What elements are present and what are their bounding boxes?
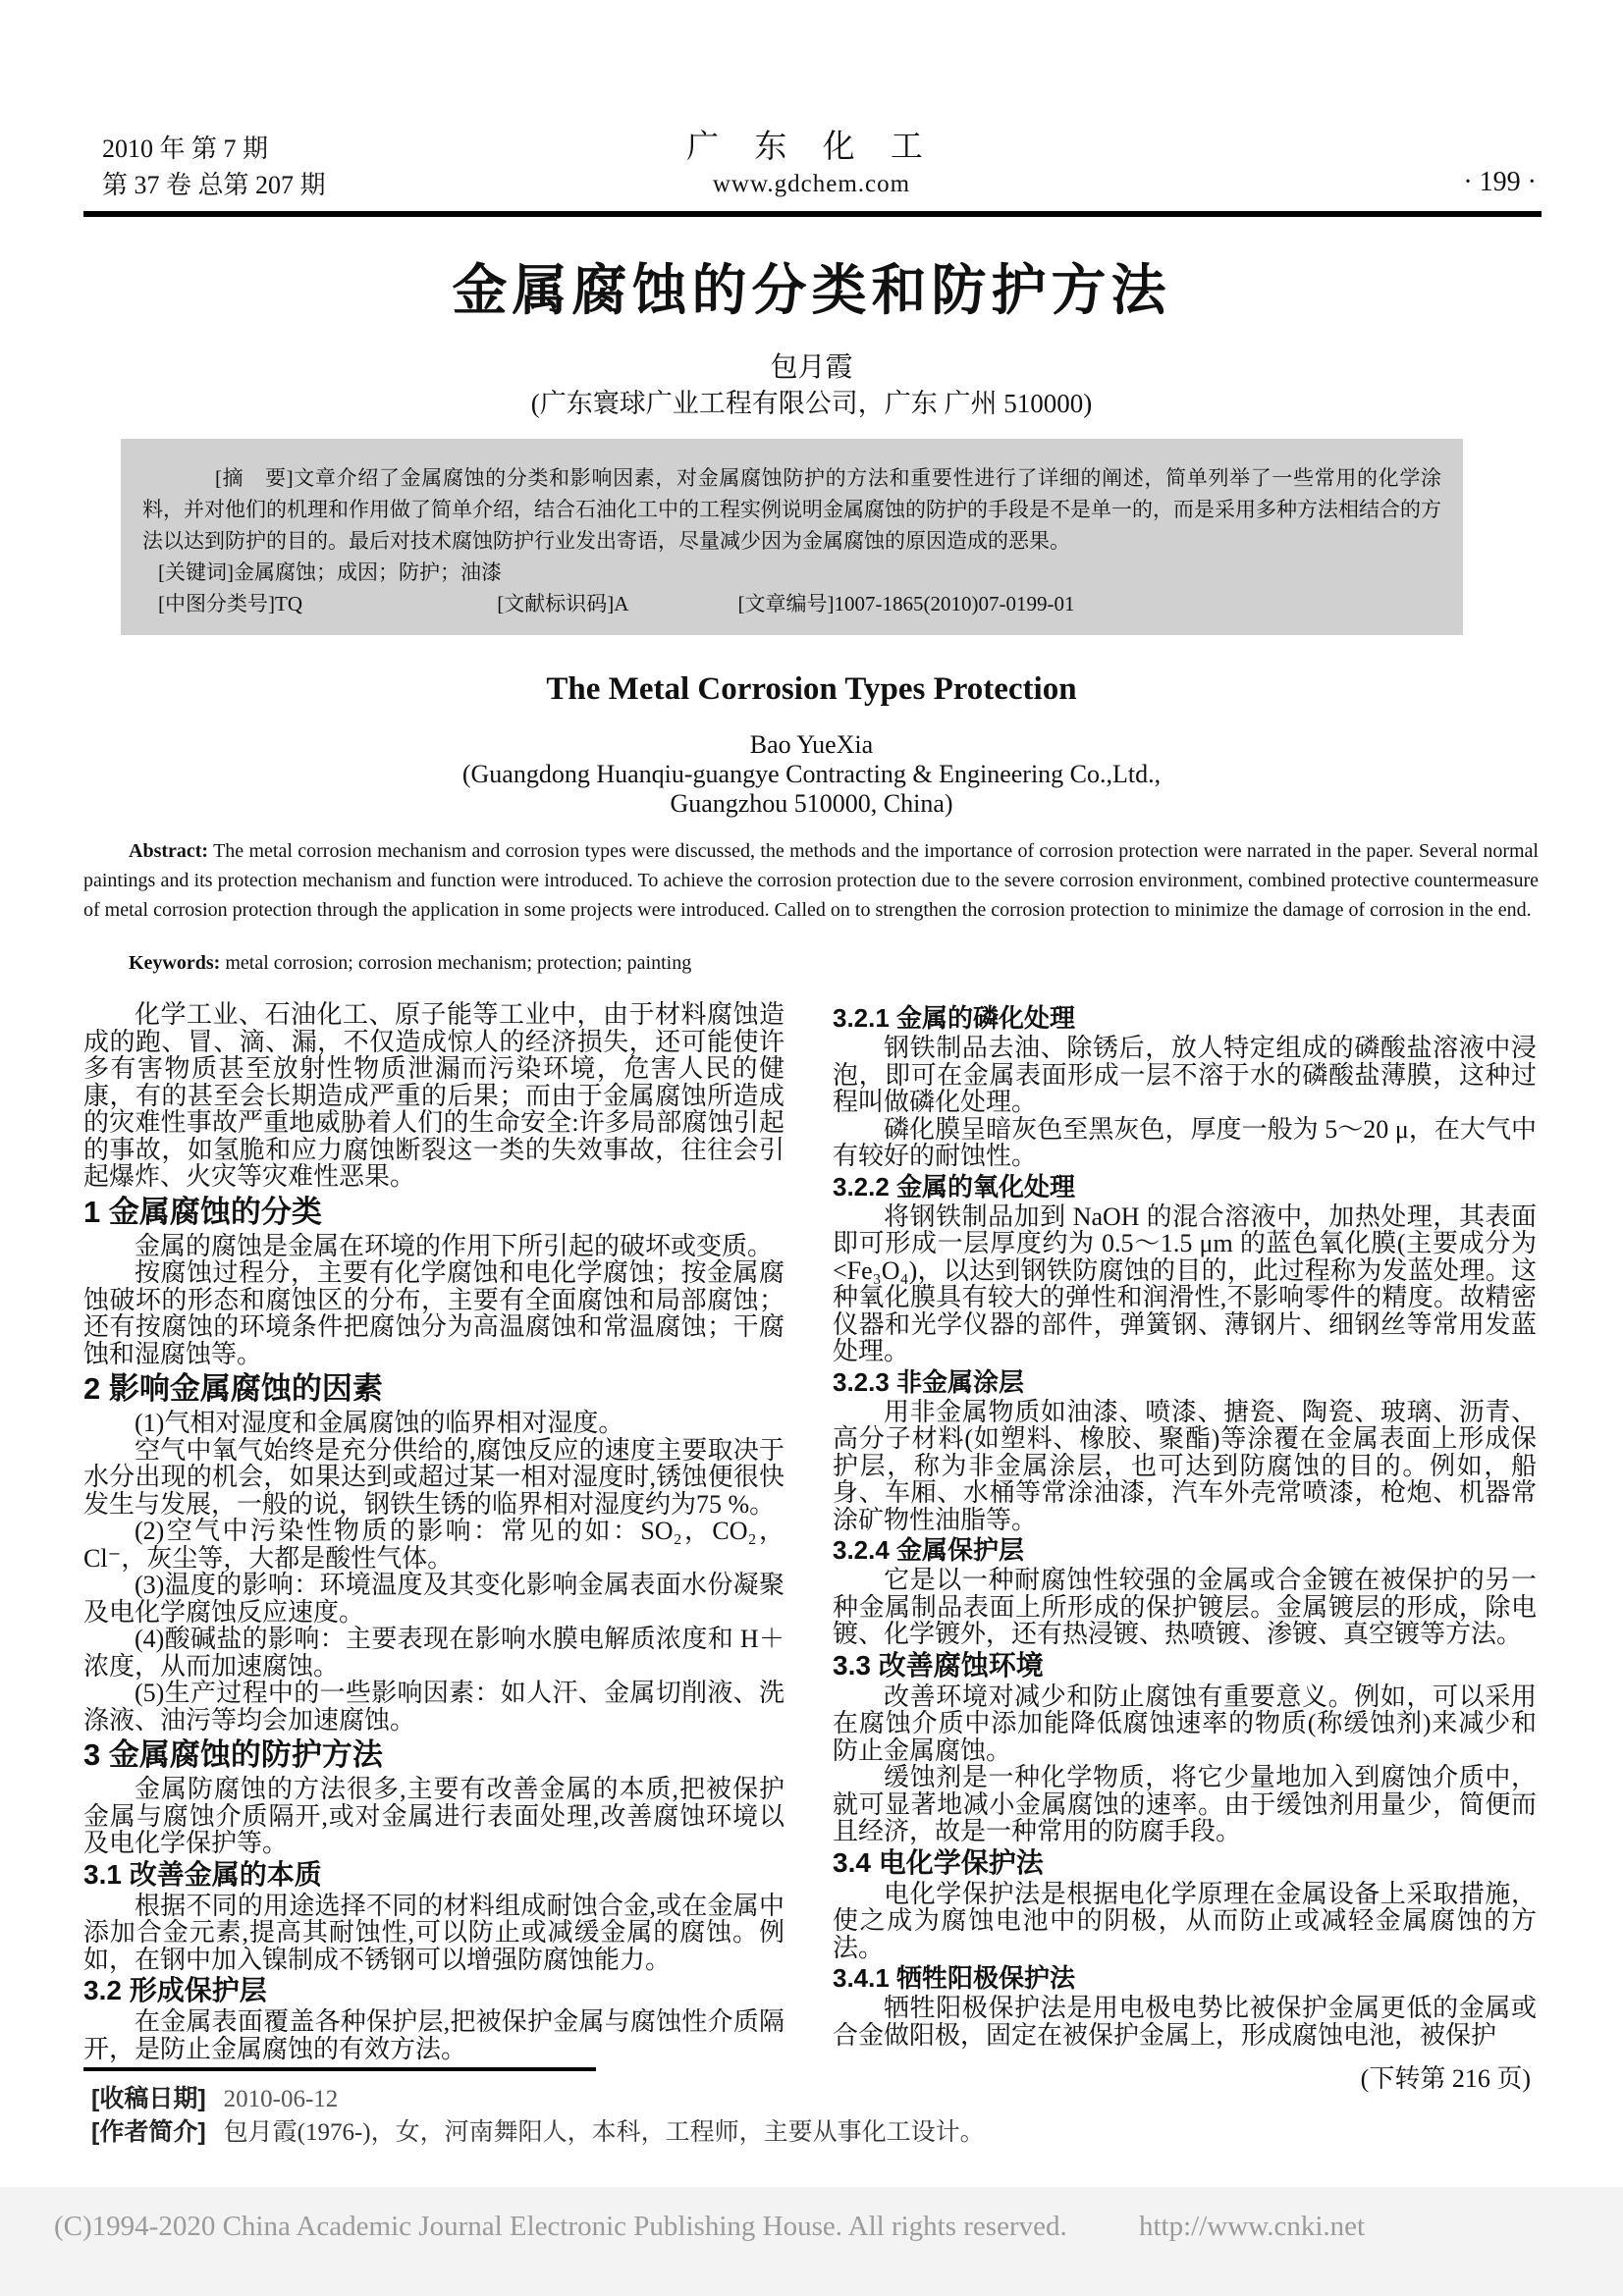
page-number: · 199 ·	[1463, 167, 1537, 197]
received-date-label: [收稿日期]	[91, 2085, 206, 2112]
body-paragraph: 电化学保护法是根据电化学原理在金属设备上采取措施，使之成为腐蚀电池中的阴极，从而防止或减轻金属腐蚀的方法。	[833, 1879, 1537, 1962]
body-paragraph: 缓蚀剂是一种化学物质，将它少量地加入到腐蚀介质中，就可显著地减小金属腐蚀的速率。由于缓蚀剂用量少，简便而且经济，故是一种常用的防腐手段。	[833, 1763, 1537, 1845]
right-column-blocks	[833, 1002, 1537, 2049]
body-paragraph: 改善环境对减少和防止腐蚀有重要意义。例如，可以采用在腐蚀介质中添加能降低腐蚀速率的物质(称缓蚀剂)来减少和防止金属腐蚀。	[833, 1682, 1537, 1765]
received-date-value: 2010-06-12	[223, 2086, 339, 2112]
article-id: [文章编号]1007-1865(2010)07-0199-01	[737, 592, 1075, 615]
body-paragraph: (1)气相对湿度和金属腐蚀的临界相对湿度。	[135, 1409, 624, 1437]
clc-number: [中图分类号]TQ	[158, 592, 302, 615]
article-author: 包月霞	[770, 352, 853, 383]
copyright-notice: (C)1994-2020 China Academic Journal Electronic Publishing House. All rights reserved.	[54, 2211, 1067, 2242]
section-heading: 3 金属腐蚀的防护方法	[83, 1737, 383, 1772]
author-bio-label: [作者简介]	[91, 2118, 206, 2146]
body-paragraph: 它是以一种耐腐蚀性较强的金属或合金镀在被保护的另一种金属制品表面上所形成的保护镀层。金属镀层的形成，除电镀、化学镀外，还有热浸镀、热喷镀、渗镀、真空镀等方法。	[833, 1566, 1537, 1648]
body-paragraph: 磷化膜呈暗灰色至黑灰色，厚度一般为 5～20 μ，在大气中有较好的耐蚀性。	[833, 1114, 1537, 1170]
section-heading: 3.2.4 金属保护层	[833, 1535, 1025, 1565]
body-paragraph: 将钢铁制品加到 NaOH 的混合溶液中，加热处理，其表面即可形成一层厚度约为 0.5～1.5 μm 的蓝色氧化膜(主要成分为<Fe₃O₄)，以达到钢铁防腐蚀的目的，此过程称为发蓝处理。这种氧化膜具有较大的弹性和润滑性,不影响零件的精度。故精密仪器和光学仪器的部件，弹簧钢、薄钢片、细钢丝等常用发蓝处理。	[833, 1201, 1537, 1365]
section-heading: 3.1 改善金属的本质	[83, 1858, 322, 1890]
received-date-line	[91, 2079, 338, 2114]
english-affiliation-line1: (Guangdong Huanqiu-guangye Contracting & Engineering Co.,Ltd.,	[461, 760, 1162, 788]
section-heading: 3.4.1 牺牲阳极保护法	[833, 1963, 1076, 1993]
section-heading: 3.2 形成保护层	[83, 1975, 267, 2005]
body-paragraph: 根据不同的用途选择不同的材料组成耐蚀合金,或在金属中添加合金元素,提高其耐蚀性,可以防止或减缓金属的腐蚀。例如，在钢中加入镍制成不锈钢可以增强防腐蚀能力。	[83, 1891, 784, 1974]
abstract-box	[121, 439, 1463, 635]
article-meta	[158, 588, 1441, 619]
keywords-text: metal corrosion; corrosion mechanism; protection; painting	[220, 952, 692, 974]
section-heading: 2 影响金属腐蚀的因素	[83, 1371, 383, 1406]
section-heading: 3.4 电化学保护法	[833, 1846, 1044, 1878]
header-rule	[83, 211, 1542, 217]
body-paragraph: (4)酸碱盐的影响：主要表现在影响水膜电解质浓度和 H＋浓度，从而加速腐蚀。	[83, 1625, 784, 1681]
body-paragraph: 金属的腐蚀是金属在环境的作用下所引起的破坏或变质。	[135, 1231, 774, 1260]
english-affiliation	[0, 760, 1623, 819]
keywords-label: Keywords:	[129, 952, 221, 974]
body-paragraph: 空气中氧气始终是充分供给的,腐蚀反应的速度主要取决于水分出现的机会，如果达到或超过某一相对湿度时,锈蚀便很快发生与发展，一般的说，钢铁生锈的临界相对湿度约为75 %。	[83, 1435, 784, 1519]
section-heading: 3.3 改善腐蚀环境	[833, 1649, 1044, 1681]
article-affiliation: (广东寰球广业工程有限公司，广东 广州 510000)	[530, 389, 1093, 418]
document-code: [文献标识码]A	[497, 592, 629, 615]
cnki-url: http://www.cnki.net	[1139, 2211, 1366, 2242]
issue-line2: 第 37 卷 总第 207 期	[102, 171, 326, 199]
body-paragraph: 牺牲阳极保护法是用电极电势比被保护金属更低的金属或合金做阳极，固定在被保护金属上，形成腐蚀电池，被保护	[833, 1994, 1537, 2050]
footnote-rule	[83, 2067, 596, 2071]
english-keywords	[83, 952, 1539, 975]
body-paragraph: 化学工业、石油化工、原子能等工业中，由于材料腐蚀造成的跑、冒、滴、漏，不仅造成惊人的经济损失，还可能使许多有害物质甚至放射性物质泄漏而污染环境，危害人民的健康，有的甚至会长期造成严重的后果；而由于金属腐蚀所造成的灾难性事故严重地威胁着人们的生命安全:许多局部腐蚀引起的事故，如氢脆和应力腐蚀断裂这一类的失效事故，往往会引起爆炸、火灾等灾难性恶果。	[83, 1000, 784, 1191]
body-paragraph: 用非金属物质如油漆、喷漆、搪瓷、陶瓷、玻璃、沥青、高分子材料(如塑料、橡胶、聚酯)等涂覆在金属表面上形成保护层，称为非金属涂层，也可达到防腐蚀的目的。例如，船身、车厢、水桶等常涂油漆，汽车外壳常喷漆，枪炮、机器常涂矿物性油脂等。	[833, 1397, 1537, 1534]
section-heading: 1 金属腐蚀的分类	[83, 1194, 322, 1229]
right-column	[833, 1001, 1537, 2095]
body-paragraph: 钢铁制品去油、除锈后，放人特定组成的磷酸盐溶液中浸泡，即可在金属表面形成一层不溶于水的磷酸盐薄膜，这种过程叫做磷化处理。	[833, 1034, 1537, 1116]
english-affiliation-line2: Guangzhou 510000, China)	[670, 789, 953, 818]
author-bio-line	[91, 2112, 985, 2148]
chinese-abstract: [摘 要]文章介绍了金属腐蚀的分类和影响因素，对金属腐蚀防护的方法和重要性进行了详细的阐述，简单列举了一些常用的化学涂料，并对他们的机理和作用做了简单介绍，结合石油化工中的工程实例说明金属腐蚀的防护的手段是不是单一的，而是采用多种方法相结合的方法以达到防护的目的。最后对技术腐蚀防护行业发出寄语，尽量减少因为金属腐蚀的原因造成的恶果。	[142, 466, 1441, 553]
english-author: Bao YueXia	[749, 730, 874, 759]
english-abstract	[83, 836, 1539, 925]
journal-name: 广 东 化 工	[686, 130, 937, 165]
english-title: The Metal Corrosion Types Protection	[546, 671, 1077, 707]
chinese-keywords: [关键词]金属腐蚀；成因；防护；油漆	[158, 561, 502, 584]
body-paragraph: (2)空气中污染性物质的影响：常见的如：SO₂，CO₂，Cl⁻，灰尘等，大都是酸性气体。	[83, 1517, 784, 1573]
body-paragraph: 金属防腐蚀的方法很多,主要有改善金属的本质,把被保护金属与腐蚀介质隔开,或对金属进行表面处理,改善腐蚀环境以及电化学保护等。	[83, 1775, 784, 1857]
section-heading: 3.2.1 金属的磷化处理	[833, 1003, 1076, 1033]
body-paragraph: (3)温度的影响：环境温度及其变化影响金属表面水份凝聚及电化学腐蚀反应速度。	[83, 1571, 784, 1627]
article-title: 金属腐蚀的分类和防护方法	[452, 259, 1171, 321]
issue-line1: 2010 年 第 7 期	[102, 134, 269, 163]
author-bio-value: 包月霞(1976-)，女，河南舞阳人，本科，工程师，主要从事化工设计。	[223, 2119, 985, 2146]
journal-url: www.gdchem.com	[712, 171, 911, 197]
section-heading: 3.2.3 非金属涂层	[833, 1366, 1025, 1397]
body-paragraph: 在金属表面覆盖各种保护层,把被保护金属与腐蚀性介质隔开，是防止金属腐蚀的有效方法。	[83, 2007, 784, 2063]
journal-masthead	[0, 128, 1623, 202]
abstract-text: The metal corrosion mechanism and corrosion types were discussed, the methods and the importance of corrosion protection were narrated in the paper. Several normal paintings and its protection mechanism and function were introduced. To achieve the corrosion protection due to the severe corrosion environment, combined protective countermeasure of metal corrosion protection through the application in some projects were introduced. Called on to strengthen the corrosion protection to minimize the damage of corrosion in the end.	[83, 840, 1539, 921]
left-column	[83, 1001, 784, 2062]
section-heading: 3.2.2 金属的氧化处理	[833, 1171, 1076, 1201]
body-paragraph: 按腐蚀过程分，主要有化学腐蚀和电化学腐蚀；按金属腐蚀破坏的形态和腐蚀区的分布，主要有全面腐蚀和局部腐蚀；还有按腐蚀的环境条件把腐蚀分为高温腐蚀和常温腐蚀；干腐蚀和湿腐蚀等。	[83, 1258, 784, 1368]
abstract-label: Abstract:	[129, 840, 209, 862]
continuation-note: (下转第 216 页)	[1360, 2064, 1531, 2093]
body-paragraph: (5)生产过程中的一些影响因素：如人汗、金属切削液、洗涤液、油污等均会加速腐蚀。	[83, 1679, 784, 1735]
